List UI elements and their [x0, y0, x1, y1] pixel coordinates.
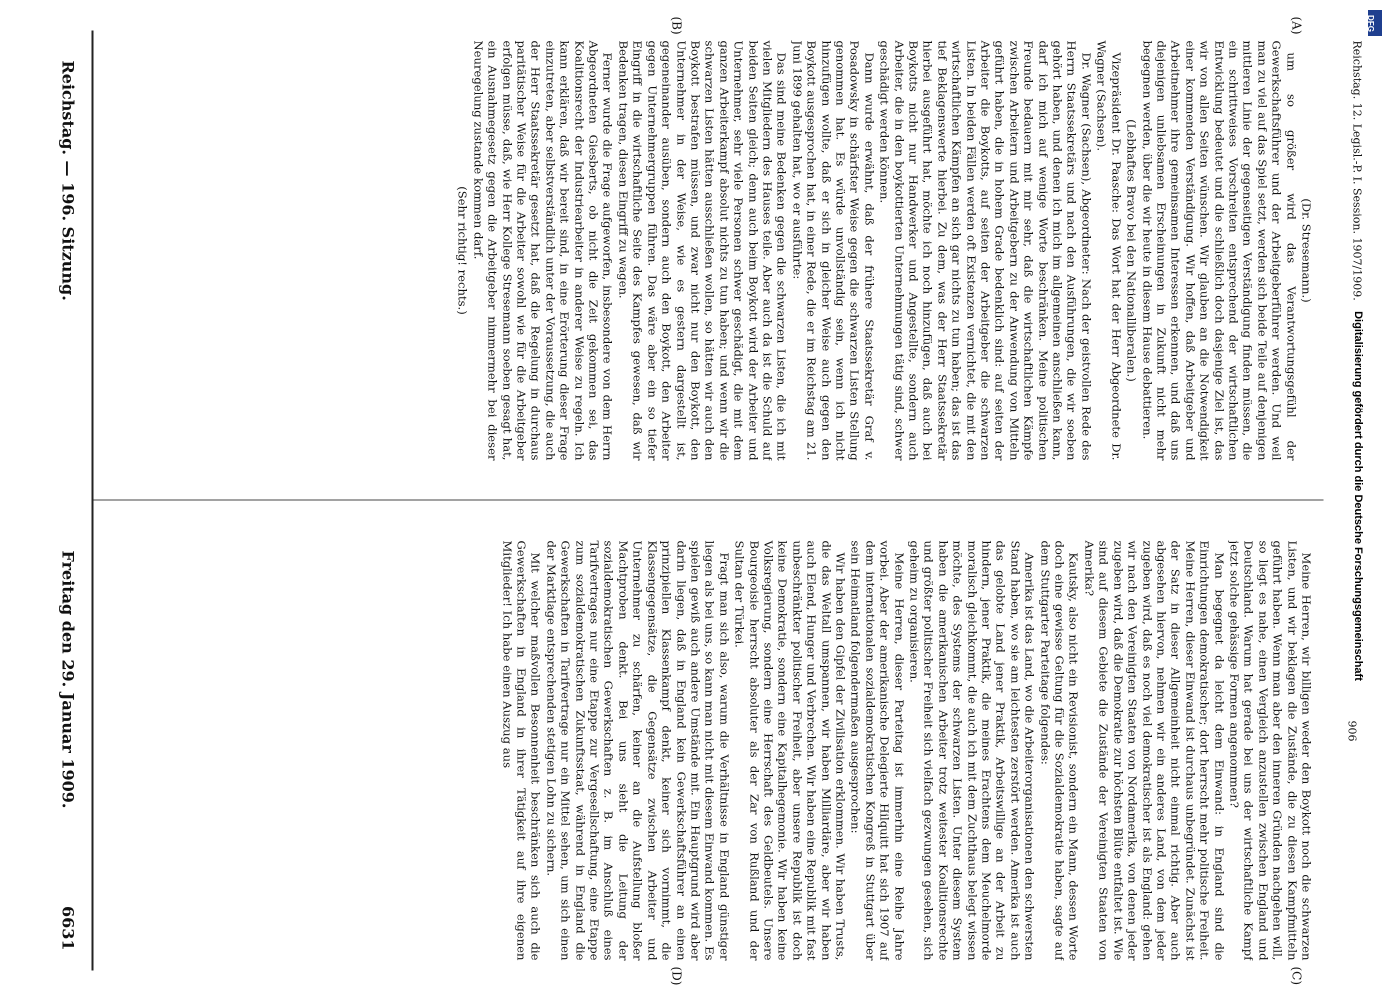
margin-mark-b: (B)	[669, 16, 683, 35]
paragraph: Meine Herren, dieser Parteitag ist immerhin eine Reihe Jahre vorbei. Aber der amerikanische Delegierte Hilquitt hat sich 1907 auf dem internationalen sozialdemokratischen Kongreß in Stuttgart über sein Heimatland folgendermaßen ausgesprochen:	[848, 540, 906, 960]
column-divider	[93, 499, 1323, 500]
credit-text: Digitalisierung gefördert durch die Deutsche Forschungsgemeinschaft	[1352, 311, 1364, 681]
margin-mark-d: (D)	[669, 966, 683, 985]
paragraph: Dr. Wagner (Sachsen), Abgeordneter: Nach der geistvollen Rede des Herrn Staatssekretärs und nach den Ausführungen, die wir soeben gehört haben, und denen ich mich im allgemeinen anschließen kann, darf ich mich auf wenige Worte beschränken. Meine politischen Freunde bedauern mit mir sehr, daß die wirtschaftlichen Kämpfe zwischen Arbeitern und Arbeitgebern zu der Anwendung von Mitteln geführt haben, die in hohem Grade bedenklich sind: auf seiten der Arbeiter die Boykotts, auf seiten der Arbeitgeber die schwarzen Listen. In beiden Fällen werden oft Existenzen vernichtet, die mit den wirtschaftlichen Kämpfen an sich gar nichts zu tun haben; das ist das tief Beklagenswerte hierbei. Zu dem, was der Herr Staatssekretär hierbei ausgeführt hat, möchte ich noch hinzufügen, daß auch bei Boykotts nicht nur Handwerker und Angestellte, sondern auch Arbeiter, die in den boykottierten Unternehmungen tätig sind, schwer geschädigt werden können.	[877, 40, 1093, 460]
paragraph: Kautsky, also nicht ein Revisionist, sondern ein Mann, dessen Worte doch eine gewisse Geltung für die Sozialdemokratie haben, sagte auf dem Stuttgarter Parteitage folgendes:	[1037, 540, 1081, 960]
paragraph: Fragt man sich also, warum die Verhältnisse in England günstiger liegen als bei uns, so kann man nicht mit diesem Einwand kommen. Es spielen gewiß auch andere Umstände mit. Ein Hauptgrund wird aber darin liegen, daß in England kein Gewerkschaftsführer an einen prinzipiellen Klassenkampf denkt, keiner sich vornimmt, die Klassengegensätze, die Gegensätze zwischen Arbeiter und Unternehmer zu schärfen, keiner an die Aufstellung bloßer Machtproben denkt. Bei uns sieht die Leitung der sozialdemokratischen Gewerkschaften z. B. im Anschluß eines Tarifvertrages nur eine Etappe zur Vergesellschaftung, eine Etappe zum sozialdemokratischen Zukunftsstaat, während in England die Gewerkschaften in Tarifvertrage nur ein Mittel sehen, um sich einen der Marktlage entsprechenden stetigen Lohn zu sichern.	[543, 540, 731, 960]
header-rule	[91, 30, 93, 970]
page-header	[45, 30, 85, 970]
session-date: Freitag den 29. Januar 1909.	[58, 550, 77, 808]
sheet-number: 906	[1345, 720, 1358, 741]
footer-session-label: Reichstag. 12. Legisl.-P. I. Session. 1907/1909.	[1350, 40, 1363, 301]
paragraph: Mit welcher maßvollen Besonnenheit beschränken sich auch die Gewerkschaften in England in ihrer Tätigkeit auf ihre eigenen Mitglieder! Ich habe einen Auszug aus	[499, 540, 543, 960]
session-title: Reichstag. — 196. Sitzung.	[58, 60, 77, 301]
paragraph: Man begegnet da leicht dem Einwand: in England sind die Einrichtungen demokratischer; dort herrscht mehr politische Freiheit. Meine Herren, dieser Einwand ist durchaus unbegründet. Zunächst ist der Satz in dieser Allgemeinheit nicht einmal richtig. Aber auch abgesehen hiervon, nehmen wir ein anderes Land, von dem jeder zugeben wird, daß es noch viel demokratischer ist als England: gehen wir nach den Vereinigten Staaten von Nordamerika, von denen jeder zugeben wird, daß die Demokratie zur höchsten Blüte entfaltet ist. Wie sind auf diesem Gebiete die Zustände der Vereinigten Staaten von Amerika?	[1081, 540, 1226, 960]
paragraph: Ferner wurde die Frage aufgeworfen, insbesondere von dem Herrn Abgeordneten Giesberts, ob nicht die Zeit gekommen sei, das Koalitionsrecht der Industriearbeiter in anderer Weise zu regeln. Ich kann erklären, daß wir bereit sind, in eine Erörterung dieser Frage einzutreten, aber selbstverständlich unter der Voraussetzung, die auch der Herr Staatssekretär gesetzt hat, daß die Regelung in durchaus paritätischer Weise für die Arbeiter sowohl wie für die Arbeitgeber erfolgen müsse, daß, wie Herr Kollege Stresemann soeben gesagt hat, ein Ausnahmegesetz gegen die Arbeitgeber nimmermehr bei dieser Neuregelung zustande kommen darf.	[470, 40, 615, 460]
quotation: Amerika ist das Land, wo die Arbeiterorganisationen den schwersten Stand haben, wo sie am leichtesten zerstört werden. Amerika ist auch das gelobte Land jener Praktik, Arbeitswillige an der Arbeit zu hindern, jener Praktik, die meines Erachtens dem Meuchelmorde moralisch gleichkommt, die auch ich mit dem Zuchthaus belegt wissen möchte, des Systems der schwarzen Listen. Unter diesem System haben die amerikanischen Arbeiter trotz weitester Koalitionsrechte und größter politischer Freiheit sich vielfach gezwungen gesehen, sich geheim zu organisieren.	[907, 540, 1037, 960]
paragraph: um so größer wird das Verantwortungsgefühl der Gewerkschaftsführer und der Arbeitgeberführer werden. Und weil man zu viel auf das Spiel setzt, werden sich beide Teile auf denjenigen mittleren Linie der gegenseitigen Verständigung finden müssen, die ein schrittweises Vorschreiten entsprechend der wirtschaftlichen Entwicklung bedeutet und die schließlich doch dasjenige Ziel ist, das wir von allen Seiten wünschen. Wir glauben an die Notwendigkeit einer kommenden Verständigung. Wir hoffen, daß Arbeitgeber und Arbeitnehmer ihre gemeinsamen Interessen erkennen, und daß uns diejenigen unliebsamen Erscheinungen in Zukunft nicht mehr begegnen werden, über die wir heute in diesem Hause debattieren.	[1139, 40, 1298, 460]
dfg-logo	[1365, 10, 1382, 36]
applause-note: (Lebhaftes Bravo bei den Nationalliberalen.)	[1124, 118, 1139, 382]
page-number: 6631	[58, 905, 77, 950]
margin-mark-a: (A)	[1289, 16, 1303, 35]
right-text-column	[103, 540, 1313, 960]
interjection-note: (Sehr richtig! rechts.)	[455, 185, 470, 315]
margin-mark-c: (C)	[1289, 966, 1303, 985]
digitization-credit	[1348, 10, 1368, 995]
quotation: Wir haben den Gipfel der Zivilisation erklommen. Wir haben Trusts, die das Weltall umspannen, wir haben Milliardäre, aber wir haben auch Elend, Hunger und Verbrechen. Wir haben eine Republik mit fast unbeschränkter politischer Freiheit, aber unsere Republik ist doch keine Demokratie, sondern eine Kapitalhegemonie. Wir haben keine Volksregierung, sondern eine Herrschaft des Geldbeutels. Unsere Bourgeoisie herrscht absoluter als der Zar von Rußland und der Sultan der Türkei.	[732, 540, 847, 960]
quotation: Das sind meine Bedenken gegen die schwarzen Listen, die ich mit vielen Mitgliedern des Hauses teile. Aber auch da ist die Schuld auf beiden Seiten gleich; denn auch beim Boykott wird der Arbeiter und Unternehmer, sehr viele Personen schwer geschädigt, die mit dem ganzen Arbeiterkampf absolut nichts zu tun haben; und wenn wir die schwarzen Listen hätten ausschließen wollen, so hätten wir auch den Boykott bestrafen müssen, und zwar nicht nur den Boykott, den Unternehmer in der Weise, wie es gestern dargestellt ist, gegeneinander ausüben, sondern auch den Boykott, den Arbeiter gegen Unternehmergruppen führen. Das wäre aber ein so tiefer Eingriff in die wirtschaftliche Seite des Kampfes gewesen, daß wir Bedenken tragen, diesen Eingriff zu wagen.	[615, 40, 789, 460]
paragraph: Vizepräsident Dr. Paasche: Das Wort hat der Herr Abgeordnete Dr. Wagner (Sachsen).	[1094, 40, 1123, 460]
left-text-column	[103, 40, 1313, 460]
speaker-reference: (Dr. Stresemann.)	[1299, 197, 1313, 303]
dfg-logo-text: DFG	[1365, 15, 1375, 32]
paragraph: Dann wurde erwähnt, daß der frühere Staatssekretär Graf v. Posadowsky in schärfster Weise gegen die schwarzen Listen Stellung genommen hat. Es würde unvollständig sein, wenn ich nicht hinzufügen wollte, daß er sich in gleicher Weise auch gegen den Boykott ausgesprochen hat, in einer Rede, die er im Reichstag am 21. Juni 1899 gehalten hat, wo er ausführte:	[789, 40, 876, 460]
paragraph: Meine Herren, wir billigen weder den Boykott noch die schwarzen Listen, und wir beklagen die Zustände, die zu diesen Kampfmitteln geführt haben. Wenn man aber den inneren Gründen nachgehen will, so liegt es nahe, einen Vergleich anzustellen zwischen England und Deutschland. Warum hat gerade bei uns der wirtschaftliche Kampf jetzt solche gehässige Formen angenommen?	[1226, 540, 1313, 960]
